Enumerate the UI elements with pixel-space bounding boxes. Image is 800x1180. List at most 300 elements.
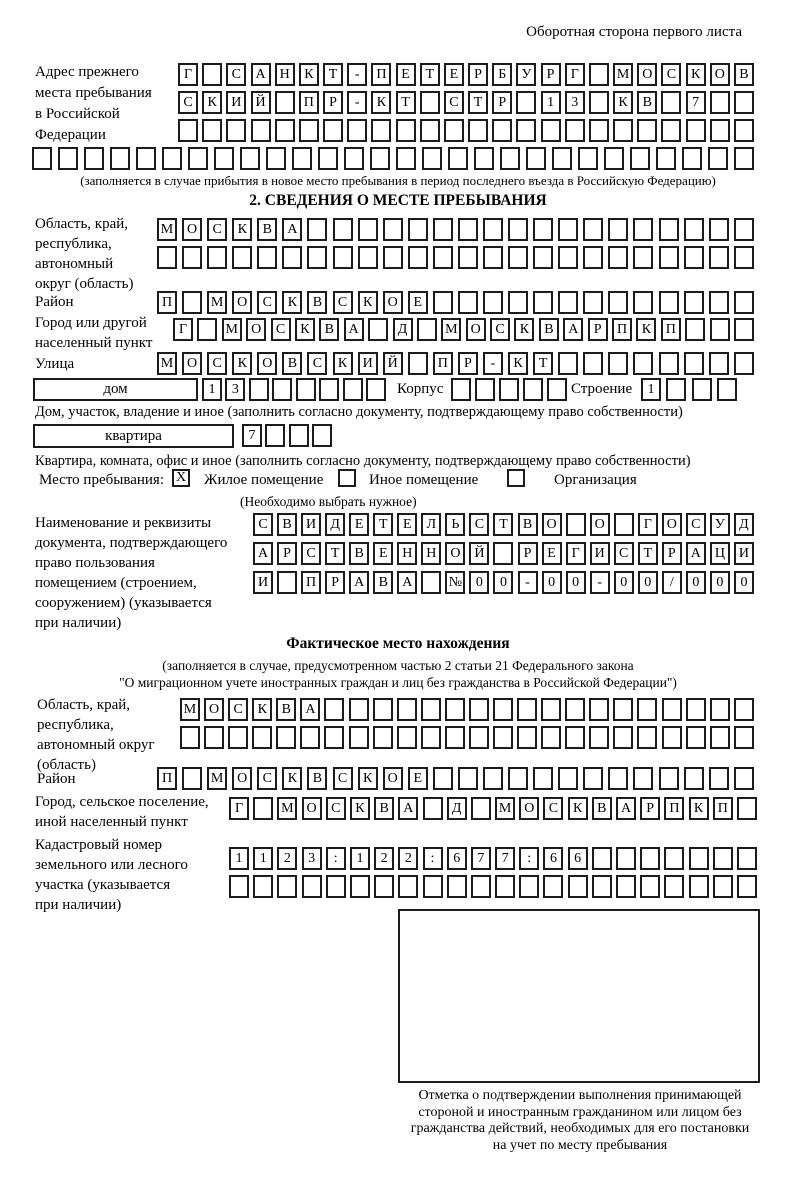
char-cell xyxy=(568,875,588,898)
char-cell xyxy=(397,726,417,749)
char-cell: М xyxy=(441,318,461,341)
char-cell xyxy=(323,119,343,142)
char-cell: О xyxy=(232,291,252,314)
char-cell: С xyxy=(614,542,634,565)
char-cell xyxy=(182,246,202,269)
char-cell: Г xyxy=(638,513,658,536)
char-cell: Д xyxy=(393,318,413,341)
char-cell xyxy=(458,767,478,790)
char-cell xyxy=(471,875,491,898)
char-cell xyxy=(253,875,273,898)
char-cell xyxy=(583,291,603,314)
char-cell: С xyxy=(228,698,248,721)
char-cell: О xyxy=(232,767,252,790)
char-cell: У xyxy=(710,513,730,536)
char-cell: М xyxy=(157,218,177,241)
char-cell: 0 xyxy=(469,571,489,594)
other-premises-checkbox xyxy=(338,469,356,487)
char-cell xyxy=(300,726,320,749)
char-cell: М xyxy=(277,797,297,820)
actual-city-row xyxy=(229,797,757,820)
char-cell xyxy=(717,378,737,401)
other-premises-label: Иное помещение xyxy=(369,472,479,488)
char-cell: В xyxy=(277,513,297,536)
char-cell: О xyxy=(257,352,277,375)
prev-address-label xyxy=(35,62,152,146)
char-cell xyxy=(633,352,653,375)
char-cell: А xyxy=(344,318,364,341)
char-cell: М xyxy=(157,352,177,375)
char-cell: С xyxy=(444,91,464,114)
residential-label: Жилое помещение xyxy=(204,472,324,488)
label-line: право пользования xyxy=(35,555,155,571)
char-cell xyxy=(368,318,388,341)
char-cell xyxy=(483,246,503,269)
char-cell xyxy=(684,218,704,241)
char-cell xyxy=(662,698,682,721)
char-cell xyxy=(307,246,327,269)
char-cell xyxy=(84,147,104,170)
char-cell xyxy=(630,147,650,170)
char-cell xyxy=(275,119,295,142)
char-cell xyxy=(640,847,660,870)
char-cell xyxy=(421,726,441,749)
caption-line: стороной и иностранным гражданином или лицом без xyxy=(418,1104,742,1120)
char-cell xyxy=(366,378,386,401)
char-cell: О xyxy=(383,767,403,790)
char-cell xyxy=(350,875,370,898)
char-cell xyxy=(684,767,704,790)
char-cell xyxy=(469,698,489,721)
char-cell: К xyxy=(252,698,272,721)
char-cell xyxy=(202,119,222,142)
label-line: при наличии) xyxy=(35,615,122,631)
char-cell: С xyxy=(307,352,327,375)
char-cell xyxy=(383,246,403,269)
char-cell: В xyxy=(539,318,559,341)
char-cell xyxy=(552,147,572,170)
char-cell: В xyxy=(307,291,327,314)
char-cell xyxy=(685,318,705,341)
char-cell: О xyxy=(466,318,486,341)
label-line: в Российской xyxy=(35,106,120,122)
char-cell: 0 xyxy=(566,571,586,594)
char-cell: 2 xyxy=(398,847,418,870)
char-cell xyxy=(423,875,443,898)
char-cell xyxy=(252,726,272,749)
char-cell: 0 xyxy=(614,571,634,594)
char-cell: О xyxy=(302,797,322,820)
char-cell: / xyxy=(662,571,682,594)
char-cell: Г xyxy=(173,318,193,341)
char-cell xyxy=(533,291,553,314)
char-cell: А xyxy=(616,797,636,820)
char-cell: А xyxy=(253,542,273,565)
actual-city-label xyxy=(35,792,209,832)
char-cell xyxy=(182,767,202,790)
label-line: Область, край, xyxy=(35,216,129,232)
char-cell: С xyxy=(686,513,706,536)
char-cell xyxy=(734,352,754,375)
char-cell: Е xyxy=(542,542,562,565)
apartment-type-box: квартира xyxy=(33,424,234,448)
char-cell: 0 xyxy=(638,571,658,594)
char-cell: О xyxy=(542,513,562,536)
char-cell xyxy=(661,91,681,114)
char-cell xyxy=(523,378,543,401)
house-number-row xyxy=(202,378,386,401)
char-cell xyxy=(458,291,478,314)
char-cell xyxy=(257,246,277,269)
char-cell: П xyxy=(299,91,319,114)
prev-address-row-4 xyxy=(32,147,754,170)
char-cell: С xyxy=(661,63,681,86)
char-cell: Й xyxy=(383,352,403,375)
street-row xyxy=(157,352,754,375)
char-cell: В xyxy=(276,698,296,721)
char-cell: С xyxy=(253,513,273,536)
char-cell xyxy=(661,119,681,142)
char-cell xyxy=(558,352,578,375)
char-cell xyxy=(471,797,491,820)
char-cell: К xyxy=(636,318,656,341)
char-cell xyxy=(371,119,391,142)
char-cell: А xyxy=(282,218,302,241)
char-cell xyxy=(229,875,249,898)
char-cell xyxy=(202,63,222,86)
char-cell: С xyxy=(326,797,346,820)
char-cell: Т xyxy=(638,542,658,565)
korpus-row xyxy=(451,378,567,401)
char-cell xyxy=(713,847,733,870)
char-cell xyxy=(686,726,706,749)
char-cell: К xyxy=(613,91,633,114)
char-cell xyxy=(640,875,660,898)
char-cell xyxy=(422,147,442,170)
char-cell xyxy=(565,726,585,749)
char-cell xyxy=(275,91,295,114)
apartment-number-row xyxy=(242,424,332,447)
char-cell: Й xyxy=(251,91,271,114)
char-cell xyxy=(420,119,440,142)
char-cell xyxy=(451,378,471,401)
char-cell xyxy=(500,147,520,170)
label-line: республика, xyxy=(37,717,114,733)
char-cell: А xyxy=(686,542,706,565)
organization-label: Организация xyxy=(554,472,637,488)
char-cell xyxy=(333,218,353,241)
caption-line: Отметка о подтверждении выполнения принимающей xyxy=(418,1088,742,1103)
house-type-box: дом xyxy=(33,378,198,401)
char-cell xyxy=(659,767,679,790)
char-cell: 0 xyxy=(734,571,754,594)
char-cell xyxy=(664,847,684,870)
char-cell: К xyxy=(295,318,315,341)
char-cell xyxy=(253,797,273,820)
char-cell xyxy=(608,352,628,375)
char-cell: И xyxy=(590,542,610,565)
char-cell xyxy=(374,875,394,898)
char-cell: 3 xyxy=(225,378,245,401)
char-cell xyxy=(659,352,679,375)
char-cell xyxy=(251,119,271,142)
char-cell: В xyxy=(257,218,277,241)
char-cell: В xyxy=(734,63,754,86)
char-cell xyxy=(483,218,503,241)
char-cell xyxy=(423,797,443,820)
char-cell xyxy=(458,246,478,269)
char-cell xyxy=(110,147,130,170)
char-cell xyxy=(583,218,603,241)
char-cell xyxy=(445,698,465,721)
char-cell xyxy=(249,378,269,401)
char-cell xyxy=(689,875,709,898)
label-line: Город, сельское поселение, xyxy=(35,794,209,810)
char-cell: : xyxy=(423,847,443,870)
label-line: иной населенный пункт xyxy=(35,814,188,830)
char-cell xyxy=(296,378,316,401)
char-cell xyxy=(228,726,248,749)
char-cell xyxy=(637,698,657,721)
char-cell xyxy=(633,218,653,241)
char-cell: Т xyxy=(325,542,345,565)
char-cell: 0 xyxy=(493,571,513,594)
char-cell xyxy=(558,291,578,314)
char-cell xyxy=(662,726,682,749)
char-cell: Г xyxy=(178,63,198,86)
char-cell: Л xyxy=(421,513,441,536)
char-cell xyxy=(370,147,390,170)
char-cell xyxy=(207,246,227,269)
char-cell: О xyxy=(590,513,610,536)
char-cell: - xyxy=(483,352,503,375)
city-row xyxy=(173,318,754,341)
char-cell: 2 xyxy=(374,847,394,870)
char-cell xyxy=(519,875,539,898)
char-cell: А xyxy=(300,698,320,721)
char-cell: Р xyxy=(541,63,561,86)
char-cell xyxy=(493,698,513,721)
char-cell: Ц xyxy=(710,542,730,565)
char-cell xyxy=(396,147,416,170)
char-cell xyxy=(613,119,633,142)
char-cell xyxy=(396,119,416,142)
char-cell xyxy=(604,147,624,170)
char-cell xyxy=(613,726,633,749)
char-cell xyxy=(448,147,468,170)
char-cell: В xyxy=(373,571,393,594)
cadastral-label xyxy=(35,835,188,915)
char-cell: Е xyxy=(396,63,416,86)
label-line: Город или другой xyxy=(35,315,147,331)
char-cell xyxy=(547,378,567,401)
char-cell xyxy=(558,218,578,241)
char-cell: В xyxy=(307,767,327,790)
char-cell xyxy=(684,352,704,375)
char-cell: Т xyxy=(468,91,488,114)
label-line: документа, подтверждающего xyxy=(35,535,228,551)
label-line: участка (указывается xyxy=(35,877,171,893)
char-cell xyxy=(299,119,319,142)
char-cell: М xyxy=(495,797,515,820)
char-cell: 6 xyxy=(447,847,467,870)
char-cell: У xyxy=(516,63,536,86)
char-cell xyxy=(541,698,561,721)
char-cell: С xyxy=(207,352,227,375)
char-cell: 1 xyxy=(641,378,661,401)
char-cell xyxy=(180,726,200,749)
char-cell xyxy=(408,352,428,375)
char-cell xyxy=(734,147,754,170)
char-cell: С xyxy=(207,218,227,241)
char-cell xyxy=(659,218,679,241)
char-cell: М xyxy=(613,63,633,86)
char-cell xyxy=(214,147,234,170)
char-cell: 0 xyxy=(686,571,706,594)
char-cell xyxy=(686,119,706,142)
char-cell xyxy=(445,726,465,749)
char-cell xyxy=(433,218,453,241)
char-cell: - xyxy=(347,63,367,86)
char-cell: Ь xyxy=(445,513,465,536)
char-cell: Р xyxy=(277,542,297,565)
char-cell xyxy=(162,147,182,170)
actual-district-label: Район xyxy=(37,771,76,787)
char-cell: 0 xyxy=(542,571,562,594)
char-cell xyxy=(324,698,344,721)
char-cell: № xyxy=(445,571,465,594)
char-cell: Р xyxy=(662,542,682,565)
char-cell: К xyxy=(282,291,302,314)
char-cell: Е xyxy=(408,767,428,790)
char-cell: Н xyxy=(275,63,295,86)
stay-place-note: (Необходимо выбрать нужное) xyxy=(240,494,417,509)
char-cell xyxy=(383,218,403,241)
char-cell xyxy=(656,147,676,170)
prev-address-row-2 xyxy=(178,91,754,114)
char-cell: С xyxy=(271,318,291,341)
char-cell: Н xyxy=(397,542,417,565)
char-cell: С xyxy=(469,513,489,536)
char-cell xyxy=(659,246,679,269)
char-cell xyxy=(444,119,464,142)
label-line: места пребывания xyxy=(35,85,152,101)
char-cell xyxy=(565,698,585,721)
char-cell: И xyxy=(226,91,246,114)
char-cell xyxy=(583,352,603,375)
char-cell: К xyxy=(299,63,319,86)
char-cell xyxy=(483,291,503,314)
char-cell: А xyxy=(251,63,271,86)
char-cell xyxy=(710,726,730,749)
char-cell: Р xyxy=(588,318,608,341)
char-cell xyxy=(517,726,537,749)
char-cell xyxy=(373,726,393,749)
char-cell: Г xyxy=(229,797,249,820)
char-cell: О xyxy=(246,318,266,341)
street-label: Улица xyxy=(35,356,75,372)
char-cell: В xyxy=(319,318,339,341)
label-line: сооружением) (указывается xyxy=(35,595,212,611)
char-cell: К xyxy=(333,352,353,375)
char-cell xyxy=(589,119,609,142)
label-line: Область, край, xyxy=(37,697,131,713)
char-cell: Г xyxy=(566,542,586,565)
label-line: Адрес прежнего xyxy=(35,64,139,80)
prev-address-note: (заполняется в случае прибытия в новое место пребывания в период последнего въезда в Российскую Федерацию) xyxy=(80,173,716,188)
char-cell: 3 xyxy=(565,91,585,114)
char-cell xyxy=(709,291,729,314)
char-cell xyxy=(589,726,609,749)
char-cell xyxy=(417,318,437,341)
char-cell xyxy=(633,291,653,314)
char-cell xyxy=(188,147,208,170)
actual-region-row-2 xyxy=(180,726,754,749)
char-cell xyxy=(533,246,553,269)
char-cell xyxy=(616,847,636,870)
char-cell xyxy=(558,767,578,790)
char-cell: К xyxy=(282,767,302,790)
char-cell xyxy=(713,875,733,898)
char-cell: Б xyxy=(492,63,512,86)
char-cell xyxy=(737,847,757,870)
char-cell: С xyxy=(333,291,353,314)
char-cell xyxy=(592,875,612,898)
city-label xyxy=(35,313,152,353)
residential-checkbox: X xyxy=(172,469,190,487)
char-cell xyxy=(344,147,364,170)
char-cell xyxy=(398,875,418,898)
char-cell xyxy=(616,875,636,898)
char-cell: К xyxy=(686,63,706,86)
district-label: Район xyxy=(35,294,74,310)
char-cell xyxy=(469,726,489,749)
char-cell xyxy=(589,91,609,114)
organization-checkbox xyxy=(507,469,525,487)
char-cell: П xyxy=(433,352,453,375)
char-cell: С xyxy=(178,91,198,114)
char-cell xyxy=(508,218,528,241)
korpus-label: Корпус xyxy=(397,381,444,397)
char-cell xyxy=(492,119,512,142)
char-cell: С xyxy=(257,767,277,790)
char-cell: К xyxy=(508,352,528,375)
char-cell xyxy=(737,875,757,898)
char-cell xyxy=(734,91,754,114)
char-cell xyxy=(589,63,609,86)
label-line: (область) xyxy=(37,757,96,773)
char-cell xyxy=(508,767,528,790)
char-cell xyxy=(517,698,537,721)
char-cell xyxy=(493,726,513,749)
label-line: Федерации xyxy=(35,127,106,143)
char-cell: П xyxy=(157,767,177,790)
char-cell xyxy=(240,147,260,170)
char-cell xyxy=(277,571,297,594)
confirmation-stamp-box xyxy=(398,909,760,1083)
region-row-2 xyxy=(157,246,754,269)
char-cell: О xyxy=(182,352,202,375)
char-cell: К xyxy=(358,291,378,314)
char-cell xyxy=(421,698,441,721)
char-cell xyxy=(343,378,363,401)
char-cell: П xyxy=(612,318,632,341)
char-cell: - xyxy=(518,571,538,594)
char-cell xyxy=(543,875,563,898)
char-cell xyxy=(495,875,515,898)
char-cell xyxy=(558,246,578,269)
char-cell xyxy=(312,424,332,447)
